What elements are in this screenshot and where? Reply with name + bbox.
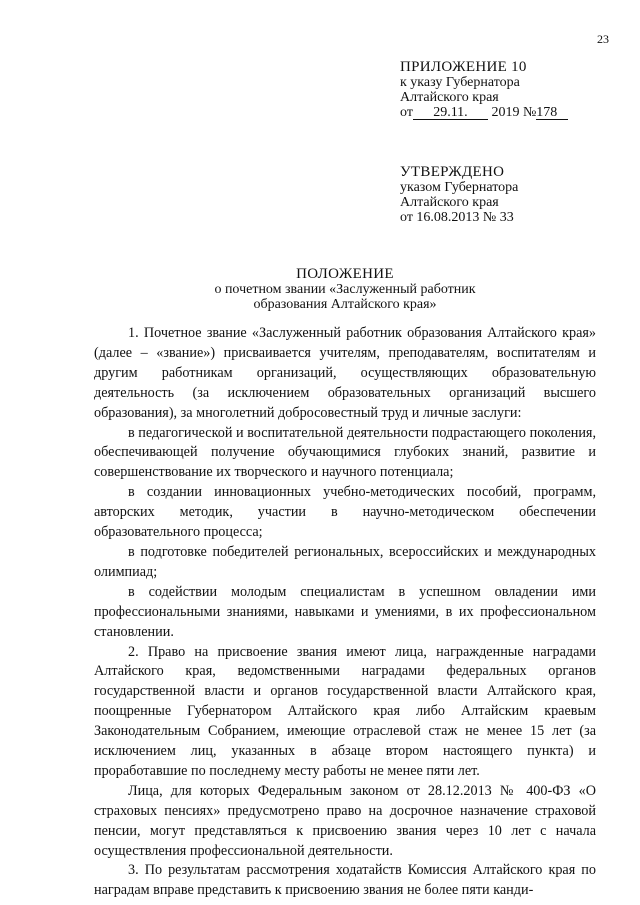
paragraph-8: 3. По результатам рассмотрения ходатайств Комиссия Алтайского края по наградам вправе представить к присвоению звания не более пяти канди- [94, 862, 596, 899]
paragraph-2: в педагогической и воспитательной деятельности подрастающего поколения, обеспечивающей получение обучающимися глубоких знаний, развитие и совершенствование их творческого и научного потенциала; [94, 424, 596, 481]
paragraph-4: в подготовке победителей региональных, всероссийских и международных олимпиад; [94, 543, 596, 580]
approved-line-region: Алтайского края [400, 195, 499, 210]
paragraph-5: в содействии молодым специалистам в успешном овладении ими профессиональными знаниями, навыками и умениями, в их профессиональном становлении. [94, 583, 596, 640]
approved-line-date: от 16.08.2013 № 33 [400, 210, 514, 225]
appendix-title: ПРИЛОЖЕНИЕ 10 [400, 59, 527, 75]
appendix-line-region: Алтайского края [400, 90, 499, 105]
appendix-date-prefix: от [400, 105, 413, 120]
appendix-date-field: 29.11. [413, 106, 488, 120]
document-title [110, 267, 580, 312]
document-subtitle-line2: образования Алтайского края» [253, 297, 437, 312]
paragraph-1: 1. Почетное звание «Заслуженный работник образования Алтайского края» (далее – «звание») присваивается учителям, преподавателям, воспитателям и другим работникам организаций, осуществляющих образовательную деятельность (за исключением образовательных организаций высшего образования), за многолетний добросовестный труд и личные заслуги: [94, 325, 596, 421]
document-subtitle-line1: о почетном звании «Заслуженный работник [214, 282, 476, 297]
page-number: 23 [597, 32, 609, 46]
appendix-number-field: 178 [536, 106, 568, 120]
paragraph-7: Лица, для которых Федеральным законом от 28.12.2013 № 400-ФЗ «О страховых пенсиях» предусмотрено право на досрочное назначение страховой пенсии, могут представляться к присвоению звания через 10 лет с начала осуществления профессиональной деятельности. [94, 782, 596, 859]
document-body [94, 324, 596, 901]
document-heading: ПОЛОЖЕНИЕ [296, 266, 394, 282]
paragraph-3: в создании инновационных учебно-методических пособий, программ, авторских методик, участии в научно-методическом обеспечении образовательного процесса; [94, 484, 596, 541]
appendix-line-decree: к указу Губернатора [400, 75, 520, 90]
appendix-number-sign: № [522, 105, 537, 120]
paragraph-6: 2. Право на присвоение звания имеют лица, награжденные наградами Алтайского края, ведомственными наградами федеральных органов государственной власти и органов государственной власти Алтайского края, поощренные Губернатором Алтайского края либо Алтайским краевым Законодательным Собранием, имеющие отраслевой стаж не менее 15 лет (за исключением лиц, указанных в абзаце втором настоящего пункта) и проработавшие по последнему месту работы не менее пяти лет. [94, 643, 596, 779]
approved-block [400, 165, 518, 225]
appendix-date-line [400, 105, 568, 120]
approved-title: УТВЕРЖДЕНО [400, 164, 505, 180]
approved-line-decree: указом Губернатора [400, 180, 519, 195]
appendix-block [400, 60, 568, 120]
appendix-year: 2019 [491, 105, 520, 120]
